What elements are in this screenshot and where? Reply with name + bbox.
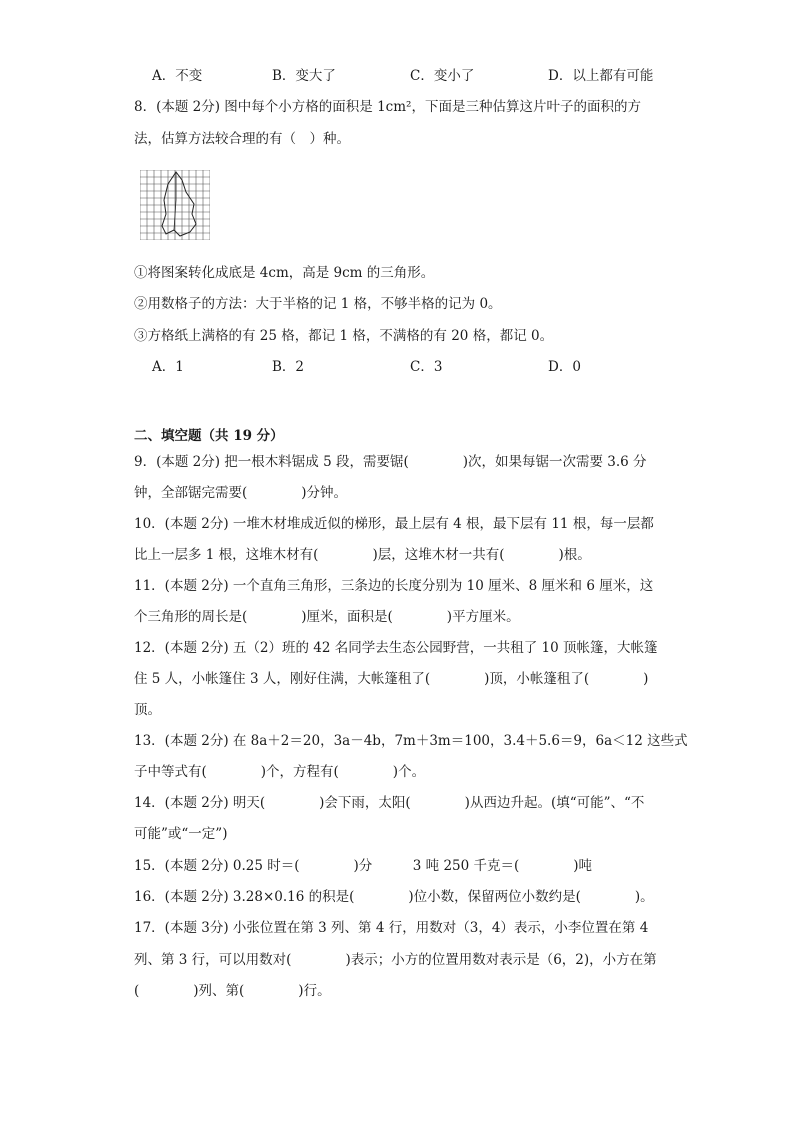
q8-method-1: ①将图案转化成底是 4cm，高是 9cm 的三角形。 (134, 265, 435, 281)
fill-line: 11．(本题 2分) 一个直角三角形，三条边的长度分别为 10 厘米、8 厘米和 6 厘米，这 (134, 578, 654, 594)
fill-line: ( )列、第( )行。 (134, 983, 331, 999)
section-title: 二、填空题（共 19 分） (134, 428, 284, 444)
fill-line: 钟，全部锯完需要( )分钟。 (134, 485, 348, 501)
fill-line: 14．(本题 2分) 明天( )会下雨，太阳( )从西边升起。(填“可能”、“不 (134, 795, 645, 811)
fill-line: 10．(本题 2分) 一堆木材堆成近似的梯形，最上层有 4 根，最下层有 11 根，每一层都 (134, 516, 654, 532)
q8-option-d: D．0 (548, 359, 581, 375)
fill-line: 住 5 人，小帐篷住 3 人，刚好住满，大帐篷租了( )顶，小帐篷租了( ) (134, 671, 649, 687)
fill-line: 子中等式有( )个，方程有( )个。 (134, 764, 426, 780)
q8-method-2: ②用数格子的方法：大于半格的记 1 格，不够半格的记为 0。 (134, 296, 502, 312)
fill-line: 个三角形的周长是( )厘米，面积是( )平方厘米。 (134, 609, 520, 625)
leaf-on-grid-icon (140, 170, 210, 240)
q8-stem-line-1: 8．(本题 2分) 图中每个小方格的面积是 1cm²，下面是三种估算这片叶子的面积的方 (134, 99, 641, 115)
q8-stem-line-2: 法，估算方法较合理的有（ ）种。 (134, 131, 350, 147)
q7-option-d: D．以上都有可能 (548, 68, 654, 84)
q8-method-3: ③方格纸上满格的有 25 格，都记 1 格，不满格的有 20 格，都记 0。 (134, 328, 554, 344)
q8-option-c: C．3 (410, 359, 443, 375)
fill-line: 可能”或“一定”) (134, 826, 228, 842)
q7-option-c: C．变小了 (410, 68, 475, 84)
fill-line: 16．(本题 2分) 3.28×0.16 的积是( )位小数，保留两位小数约是( )。 (134, 889, 654, 905)
fill-line: 15．(本题 2分) 0.25 时＝( )分 3 吨 250 千克＝( )吨 (134, 858, 593, 874)
fill-line: 9．(本题 2分) 把一根木料锯成 5 段，需要锯( )次，如果每锯一次需要 3.6 分 (134, 454, 647, 470)
fill-line: 17．(本题 3分) 小张位置在第 3 列、第 4 行，用数对（3，4）表示，小李位置在第 4 (134, 920, 649, 936)
fill-line: 列、第 3 行，可以用数对( )表示；小方的位置用数对表示是（6，2)，小方在第 (134, 952, 657, 968)
q8-option-a: A．1 (152, 359, 184, 375)
q7-option-b: B．变大了 (272, 68, 336, 84)
fill-line: 12．(本题 2分) 五（2）班的 42 名同学去生态公园野营，一共租了 10 顶帐篷，大帐篷 (134, 640, 658, 656)
fill-line: 顶。 (134, 702, 161, 718)
fill-line: 比上一层多 1 根，这堆木材有( )层，这堆木材一共有( )根。 (134, 547, 591, 563)
q8-option-b: B．2 (272, 359, 305, 375)
q7-option-a: A．不变 (152, 68, 203, 84)
fill-line: 13．(本题 2分) 在 8a＋2＝20，3a－4b，7m＋3m＝100，3.4＋5.6＝9，6a＜12 这些式 (134, 733, 688, 749)
